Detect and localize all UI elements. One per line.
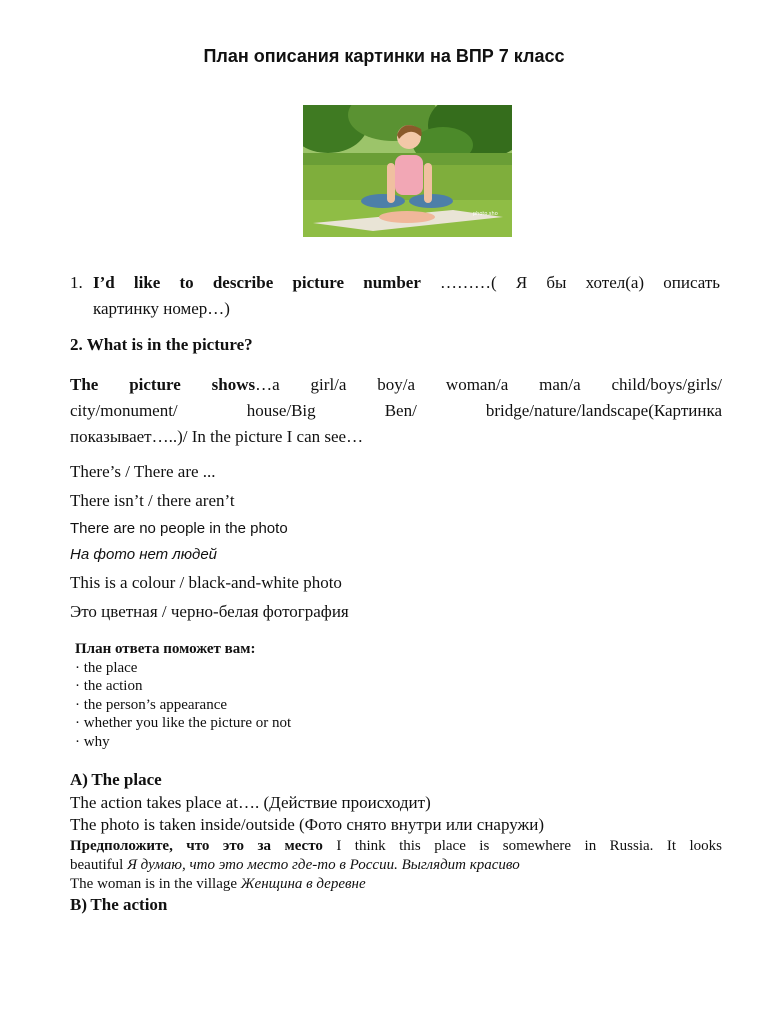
plan-item: · whether you like the picture or not	[75, 715, 292, 731]
section-a-line4-start: beautiful	[70, 856, 128, 873]
picture-shows-line1: …a girl/a boy/a woman/a man/a child/boys/girls/	[255, 375, 722, 394]
photo-woman-yoga	[303, 105, 512, 237]
plan-item: · the action	[75, 678, 143, 694]
picture-shows-line2: city/monument/ house/Big Ben/ bridge/nature/landscape(Картинка	[70, 401, 722, 420]
picture-shows-line3: показывает…..)/ In the picture I can see…	[70, 427, 364, 446]
section-a-line5-start: The woman is in the village	[70, 875, 241, 892]
item-1-rest: ………( Я бы хотел(а) описать	[420, 273, 720, 292]
section-a-line3-rest: I think this place is somewhere in Russia. It looks	[322, 837, 722, 854]
item-1-cont: картинку номер…)	[93, 299, 230, 318]
section-a-line1: The action takes place at…. (Действие происходит)	[70, 792, 431, 812]
item-2-heading: 2. What is in the picture?	[70, 335, 253, 354]
section-a-line4-italic: Я думаю, что это место где-то в России. Выглядит красиво	[127, 856, 520, 873]
picture-shows-bold: The picture shows	[70, 375, 256, 394]
woman-sitting-on-mat-image	[303, 105, 512, 237]
section-b-heading: B) The action	[70, 894, 168, 914]
image-watermark: photo.sho	[473, 211, 498, 217]
plan-item: · the person’s appearance	[75, 696, 228, 713]
plan-item: · the place	[75, 659, 138, 676]
colour-photo-line: This is a colour / black-and-white photo	[70, 573, 342, 592]
section-a	[70, 769, 722, 916]
item-1	[70, 270, 720, 322]
section-a-line3-bold: Предположите, что это за место	[70, 837, 323, 854]
section-a-heading: A) The place	[70, 770, 162, 789]
answer-plan-heading: План ответа поможет вам:	[75, 641, 256, 657]
colour-photo-ru-line: Это цветная / черно-белая фотография	[70, 602, 349, 621]
picture-shows-paragraph	[70, 372, 722, 450]
no-people-line: There are no people in the photo	[70, 520, 288, 537]
no-people-ru-line: На фото нет людей	[70, 546, 218, 563]
plan-item: · why	[75, 733, 110, 750]
there-is-line: There’s / There are ...	[70, 462, 216, 481]
item-1-number: 1.	[70, 273, 83, 292]
section-a-line5-italic: Женщина в деревне	[240, 875, 366, 892]
section-a-line2: The photo is taken inside/outside (Фото снято внутри или снаружи)	[70, 815, 545, 834]
page-title: План описания картинки на ВПР 7 класс	[203, 46, 565, 66]
answer-plan	[75, 640, 291, 751]
there-isnt-line: There isn’t / there aren’t	[70, 491, 235, 510]
item-1-bold: I’d like to describe picture number	[93, 273, 421, 292]
